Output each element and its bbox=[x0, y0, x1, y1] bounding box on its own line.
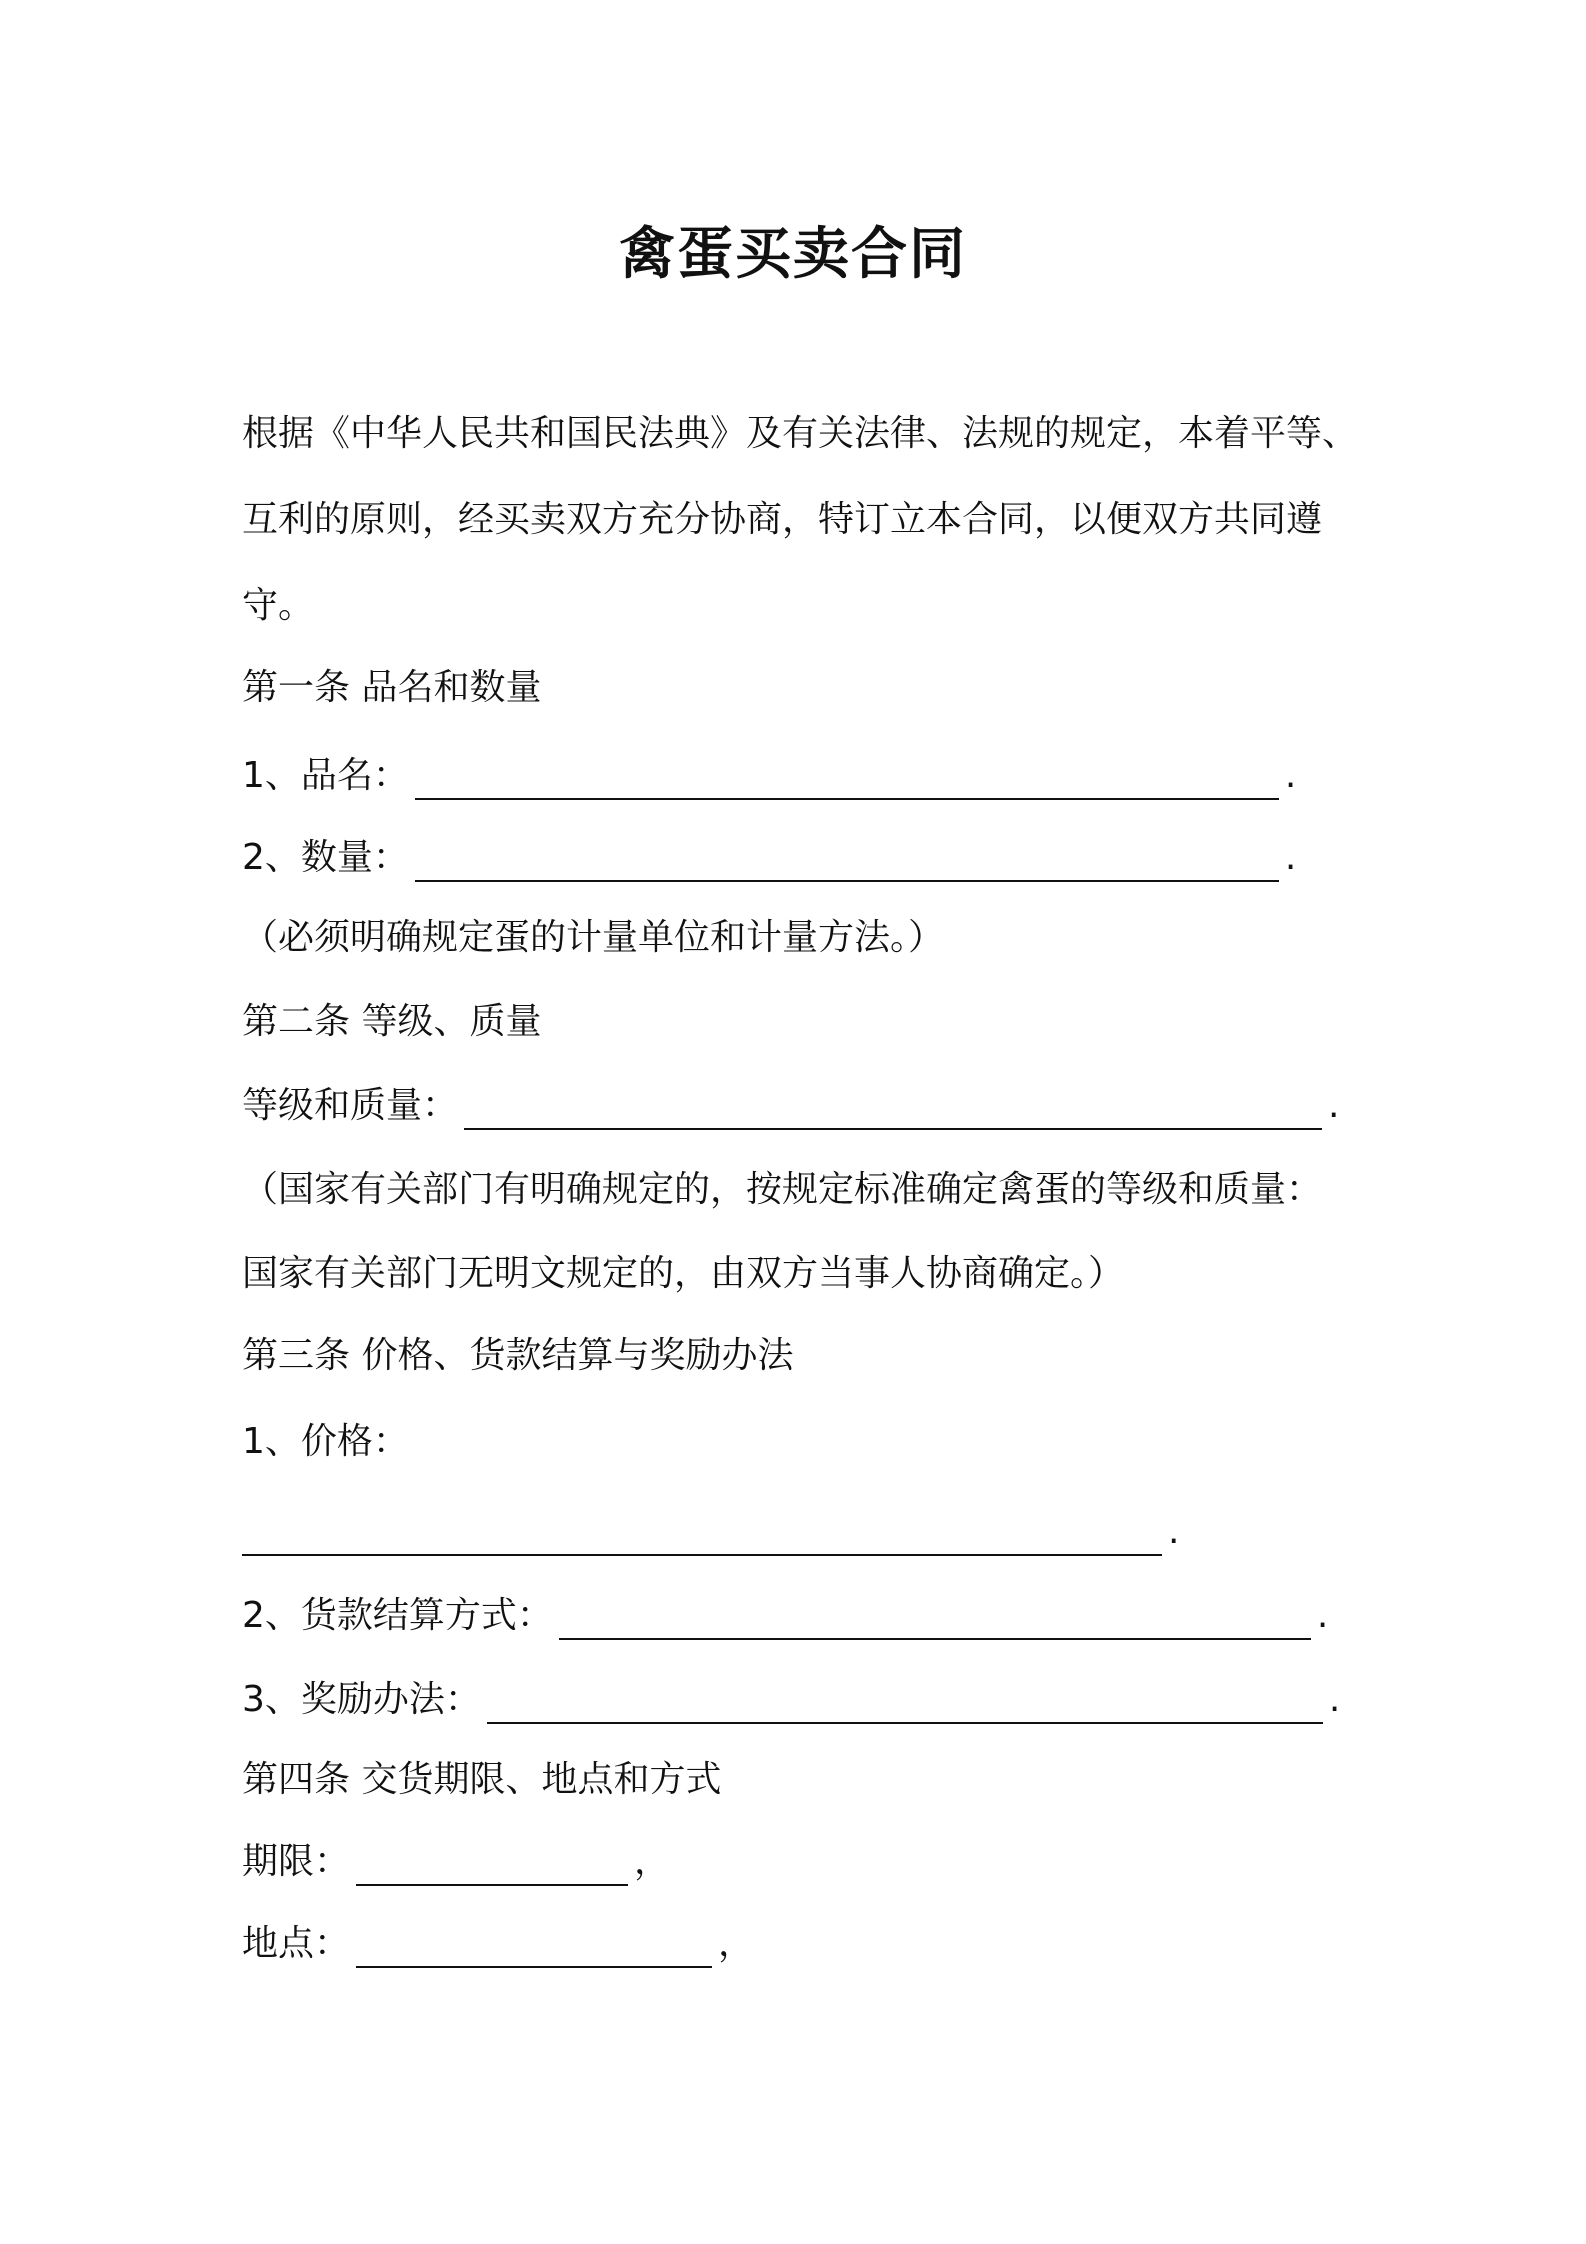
quantity-end: . bbox=[1284, 837, 1297, 878]
article-3-item-1-field bbox=[242, 1508, 1179, 1556]
article-4-heading: 第四条 交货期限、地点和方式 bbox=[242, 1759, 722, 1800]
grade-quality-label: 等级和质量： bbox=[242, 1085, 459, 1126]
article-2-note-line-1: （国家有关部门有明确规定的，按规定标准确定禽蛋的等级和质量： bbox=[242, 1169, 1323, 1210]
product-name-end: . bbox=[1284, 755, 1297, 796]
payment-method-end: . bbox=[1316, 1595, 1329, 1636]
article-2-note-line-2: 国家有关部门无明文规定的，由双方当事人协商确定。） bbox=[242, 1253, 1125, 1294]
article-1-item-2 bbox=[242, 834, 1296, 882]
article-3-heading: 第三条 价格、货款结算与奖励办法 bbox=[242, 1335, 794, 1376]
grade-quality-blank[interactable] bbox=[464, 1088, 1322, 1130]
reward-method-end: . bbox=[1328, 1679, 1341, 1720]
article-4-term bbox=[242, 1838, 670, 1886]
article-3-item-1-label: 1、价格： bbox=[242, 1421, 409, 1462]
quantity-label: 2、数量： bbox=[242, 837, 409, 878]
intro-line-3: 守。 bbox=[242, 585, 315, 626]
grade-quality-end: . bbox=[1328, 1085, 1340, 1126]
payment-method-blank[interactable] bbox=[559, 1598, 1311, 1640]
delivery-place-blank[interactable] bbox=[356, 1926, 712, 1968]
payment-method-label: 2、货款结算方式： bbox=[242, 1595, 553, 1636]
product-name-label: 1、品名： bbox=[242, 755, 409, 796]
article-3-item-2 bbox=[242, 1592, 1328, 1640]
price-blank[interactable] bbox=[242, 1514, 1162, 1556]
price-end: . bbox=[1168, 1511, 1180, 1552]
delivery-place-end: ， bbox=[718, 1923, 755, 1964]
delivery-term-end: ， bbox=[634, 1841, 671, 1882]
reward-method-blank[interactable] bbox=[487, 1682, 1323, 1724]
delivery-place-label: 地点： bbox=[242, 1923, 351, 1964]
intro-line-2: 互利的原则，经买卖双方充分协商，特订立本合同，以便双方共同遵 bbox=[242, 499, 1323, 540]
delivery-term-label: 期限： bbox=[242, 1841, 351, 1882]
product-name-blank[interactable] bbox=[415, 758, 1279, 800]
article-1-note: （必须明确规定蛋的计量单位和计量方法。） bbox=[242, 917, 945, 958]
document-title: 禽蛋买卖合同 bbox=[619, 222, 967, 287]
reward-method-label: 3、奖励办法： bbox=[242, 1679, 481, 1720]
intro-line-1: 根据《中华人民共和国民法典》及有关法律、法规的规定，本着平等、 bbox=[242, 413, 1359, 454]
delivery-term-blank[interactable] bbox=[356, 1844, 628, 1886]
article-2-heading: 第二条 等级、质量 bbox=[242, 1001, 542, 1042]
article-4-place bbox=[242, 1920, 754, 1968]
article-2-field bbox=[242, 1082, 1339, 1130]
article-1-heading: 第一条 品名和数量 bbox=[242, 667, 542, 708]
quantity-blank[interactable] bbox=[415, 840, 1279, 882]
article-3-item-3 bbox=[242, 1676, 1340, 1724]
article-1-item-1 bbox=[242, 752, 1296, 800]
